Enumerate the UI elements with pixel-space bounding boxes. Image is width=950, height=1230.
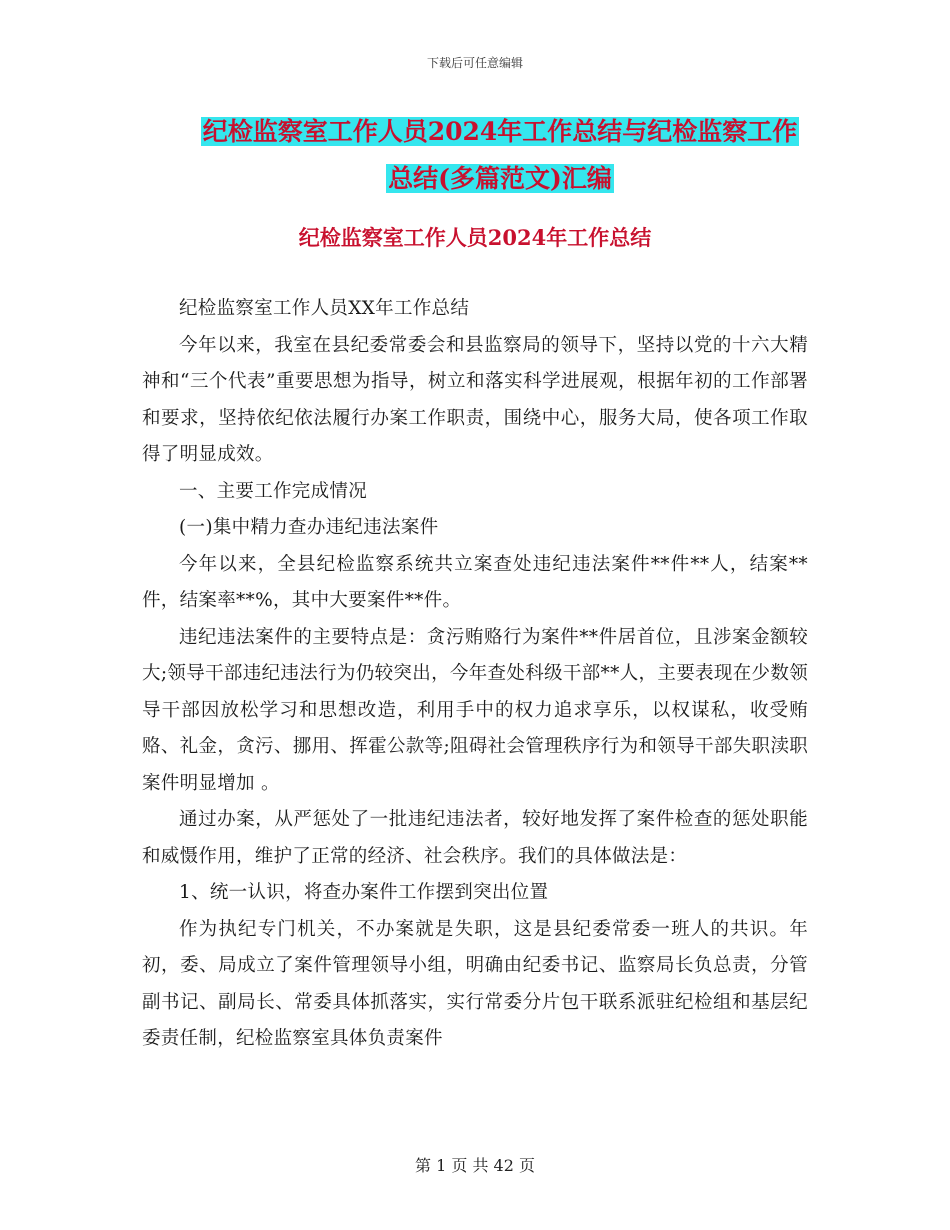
paragraph: 今年以来，全县纪检监察系统共立案查处违纪违法案件**件**人，结案**件，结案率**%，其中大要案件**件。 xyxy=(142,553,808,611)
paragraph: 通过办案，从严惩处了一批违纪违法者，较好地发挥了案件检查的惩处职能和威慑作用，维护了正常的经济、社会秩序。我们的具体做法是： xyxy=(142,809,808,867)
paragraph: 1、统一认识，将查办案件工作摆到突出位置 xyxy=(179,882,549,903)
section-title: 纪检监察室工作人员2024年工作总结 xyxy=(298,225,652,250)
paragraph: 违纪违法案件的主要特点是：贪污贿赂行为案件**件居首位，且涉案金额较大;领导干部违纪违法行为仍较突出，今年查处科级干部**人，主要表现在少数领导干部因放松学习和思想改造，利用手中的权力追求享乐，以权谋私，收受贿赂、礼金，贪污、挪用、挥霍公款等;阻碍社会管理秩序行为和领导干部失职渎职案件明显增加 。 xyxy=(142,626,808,794)
page-header-note: 下载后可任意编辑 xyxy=(426,56,523,70)
paragraph: 一、主要工作完成情况 xyxy=(179,480,368,502)
paragraph: 作为执纪专门机关，不办案就是失职，这是县纪委常委一班人的共识。年初，委、局成立了案件管理领导小组，明确由纪委书记、监察局长负总责，分管副书记、副局长、常委具体抓落实，实行常委分片包干联系派驻纪检组和基层纪委责任制，纪检监察室具体负责案件 xyxy=(142,918,808,1049)
paragraph: (一)集中精力查办违纪违法案件 xyxy=(179,517,439,538)
document-body xyxy=(142,291,808,1058)
document-title-line-1: 纪检监察室工作人员2024年工作总结与纪检监察工作 xyxy=(202,117,798,146)
document-title xyxy=(150,108,850,202)
paragraph: 纪检监察室工作人员XX年工作总结 xyxy=(179,298,470,319)
document-title-line-2: 总结(多篇范文)汇编 xyxy=(388,164,612,193)
paragraph: 今年以来，我室在县纪委常委会和县监察局的领导下，坚持以党的十六大精神和“三个代表”重要思想为指导，树立和落实科学进展观，根据年初的工作部署和要求，坚持依纪依法履行办案工作职责，围绕中心，服务大局，使各项工作取得了明显成效。 xyxy=(142,334,808,465)
page-number-footer: 第 1 页 共 42 页 xyxy=(415,1156,535,1175)
